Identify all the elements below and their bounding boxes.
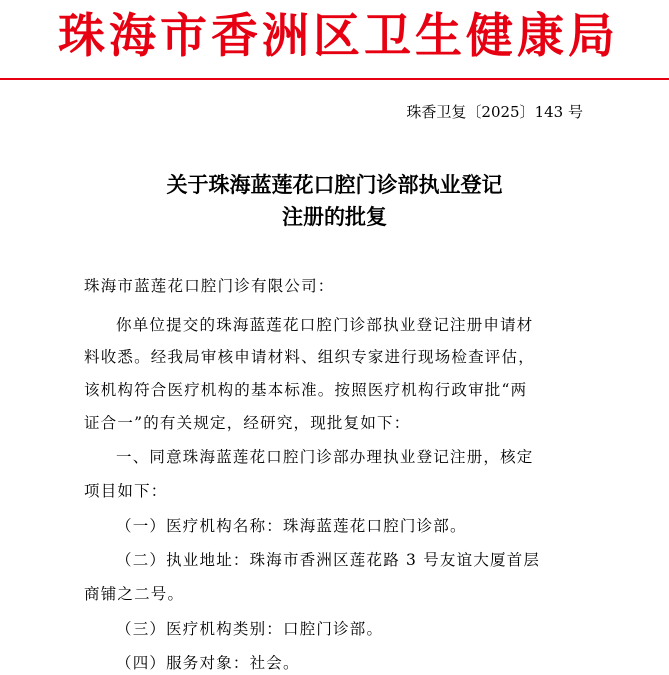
agency-header: 珠海市香洲区卫生健康局 — [58, 9, 619, 64]
body-line: （三）医疗机构类别：口腔门诊部。 — [116, 620, 384, 638]
body-line: （一）医疗机构名称：珠海蓝莲花口腔门诊部。 — [116, 517, 467, 535]
body-line: （四）服务对象：社会。 — [116, 654, 300, 672]
document-number: 珠香卫复〔2025〕143 号 — [406, 103, 583, 121]
body-line: 该机构符合医疗机构的基本标准。按照医疗机构行政审批“两 — [84, 381, 528, 399]
body-line: 项目如下： — [84, 482, 168, 500]
document-title-line-1: 关于珠海蓝莲花口腔门诊部执业登记 — [166, 172, 503, 197]
body-line: 你单位提交的珠海蓝莲花口腔门诊部执业登记注册申请材 — [116, 316, 534, 334]
document-title-line-2: 注册的批复 — [282, 204, 387, 229]
body-line: （二）执业地址：珠海市香洲区莲花路 3 号友谊大厦首层 — [116, 551, 541, 569]
body-line: 料收悉。经我局审核申请材料、组织专家进行现场检查评估， — [84, 348, 535, 366]
body-line: 商铺之二号。 — [84, 585, 185, 603]
body-line: 一、同意珠海蓝莲花口腔门诊部办理执业登记注册，核定 — [116, 448, 534, 466]
body-line-addressee: 珠海市蓝莲花口腔门诊有限公司： — [84, 277, 335, 295]
red-divider-line — [0, 78, 669, 80]
body-line: 证合一”的有关规定，经研究，现批复如下： — [84, 414, 411, 432]
